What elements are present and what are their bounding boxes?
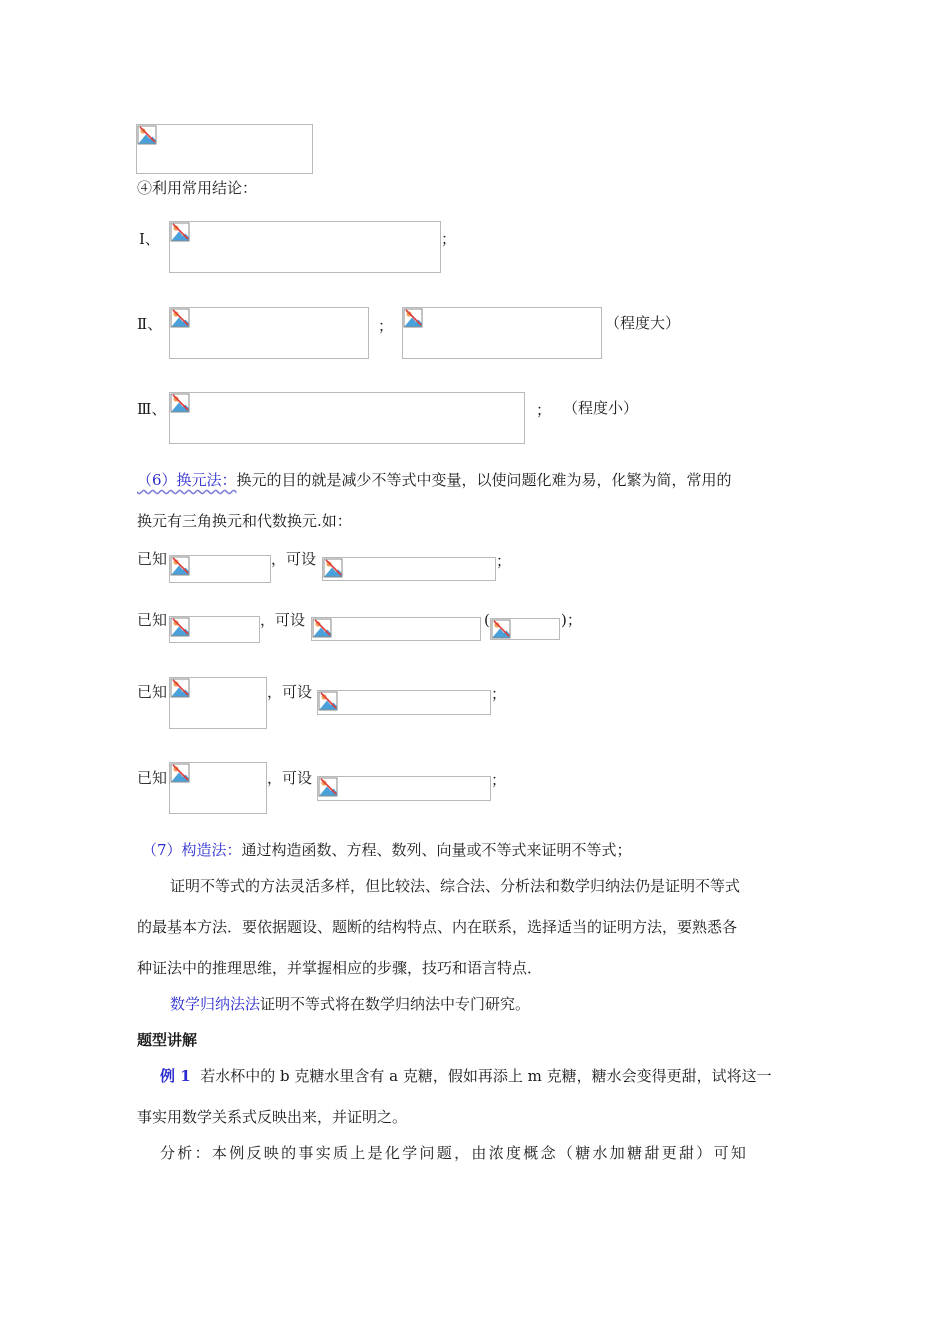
formula-image — [311, 617, 481, 641]
example1-paragraph — [160, 1066, 772, 1086]
sub2-can: ，可设 — [260, 611, 306, 629]
method6-paragraph — [137, 470, 732, 490]
sub4-end: ； — [491, 771, 507, 789]
broken-image-icon — [170, 556, 190, 576]
analysis-text: 分析：本例反映的事实质上是化学问题，由浓度概念（糖水加糖甜更甜）可知 — [160, 1144, 749, 1162]
broken-image-icon — [403, 308, 423, 328]
item3-label: Ⅲ、 — [137, 400, 167, 418]
formula-image — [322, 557, 496, 581]
sub1-known: 已知 — [137, 550, 168, 568]
sub1-end: ； — [496, 552, 512, 570]
method6-line2: 换元有三角换元和代数换元.如： — [137, 512, 352, 530]
broken-image-icon — [312, 618, 332, 638]
example1-line2: 事实用数学关系式反映出来，并证明之。 — [137, 1108, 408, 1126]
broken-image-icon — [170, 393, 190, 413]
item2-label: Ⅱ、 — [137, 315, 163, 333]
topic-heading: 题型讲解 — [137, 1031, 198, 1049]
sub2-known: 已知 — [137, 611, 168, 629]
sub2-close: )； — [561, 611, 582, 629]
induction-text: 证明不等式将在数学归纳法中专门研究。 — [260, 995, 531, 1013]
sub4-known: 已知 — [137, 769, 168, 787]
formula-image — [169, 555, 271, 583]
formula-image — [169, 762, 267, 814]
formula-image — [169, 677, 267, 729]
sub4-can: ，可设 — [267, 769, 313, 787]
sub1-can: ，可设 — [271, 550, 317, 568]
sub3-can: ，可设 — [267, 683, 313, 701]
section4-heading: ④利用常用结论： — [137, 179, 258, 197]
method6-line1: 换元的目的就是减少不等式中变量，以使问题化难为易，化繁为简，常用的 — [236, 471, 732, 489]
broken-image-icon — [170, 617, 190, 637]
item2-sep: ； — [378, 317, 394, 335]
induction-paragraph — [170, 994, 530, 1014]
formula-image — [169, 392, 525, 444]
item1-label: Ⅰ、 — [139, 230, 160, 248]
formula-image — [169, 221, 441, 273]
induction-link[interactable]: 数学归纳法法 — [170, 995, 261, 1013]
item2-note: （程度大） — [605, 314, 681, 332]
sub3-known: 已知 — [137, 683, 168, 701]
item3-sep: ； — [536, 401, 552, 419]
method7-paragraph — [142, 840, 632, 860]
method7-text: 通过构造函数、方程、数列、向量或不等式来证明不等式； — [241, 841, 632, 859]
formula-image — [402, 307, 602, 359]
item3-note: （程度小） — [563, 399, 639, 417]
method6-title: （6）换元法： — [137, 471, 237, 489]
broken-image-icon — [323, 558, 343, 578]
method7-title: （7）构造法： — [142, 841, 242, 859]
item1-suffix: ； — [441, 230, 457, 248]
formula-image — [169, 307, 369, 359]
broken-image-icon — [170, 308, 190, 328]
broken-image-icon — [318, 777, 338, 797]
example1-line1: 若水杯中的 b 克糖水里含有 a 克糖，假如再添上 m 克糖，糖水会变得更甜，试将这一 — [200, 1067, 772, 1085]
formula-image — [317, 776, 491, 801]
formula-image — [169, 616, 260, 643]
broken-image-icon — [137, 125, 157, 145]
sub2-open: ( — [484, 611, 490, 629]
broken-image-icon — [170, 222, 190, 242]
sub3-end: ； — [491, 685, 507, 703]
summary-line3: 种证法中的推理思维，并掌握相应的步骤，技巧和语言特点． — [137, 959, 543, 977]
broken-image-icon — [170, 763, 190, 783]
example1-label: 例 1 — [160, 1067, 191, 1085]
broken-image-icon — [170, 678, 190, 698]
broken-image-icon — [491, 619, 511, 639]
summary-line2: 的最基本方法．要依据题设、题断的结构特点、内在联系，选择适当的证明方法，要熟悉各 — [137, 918, 738, 936]
formula-image — [490, 618, 560, 640]
summary-line1: 证明不等式的方法灵活多样，但比较法、综合法、分析法和数学归纳法仍是证明不等式 — [170, 877, 741, 895]
formula-image — [136, 124, 313, 174]
broken-image-icon — [318, 691, 338, 711]
formula-image — [317, 690, 491, 715]
